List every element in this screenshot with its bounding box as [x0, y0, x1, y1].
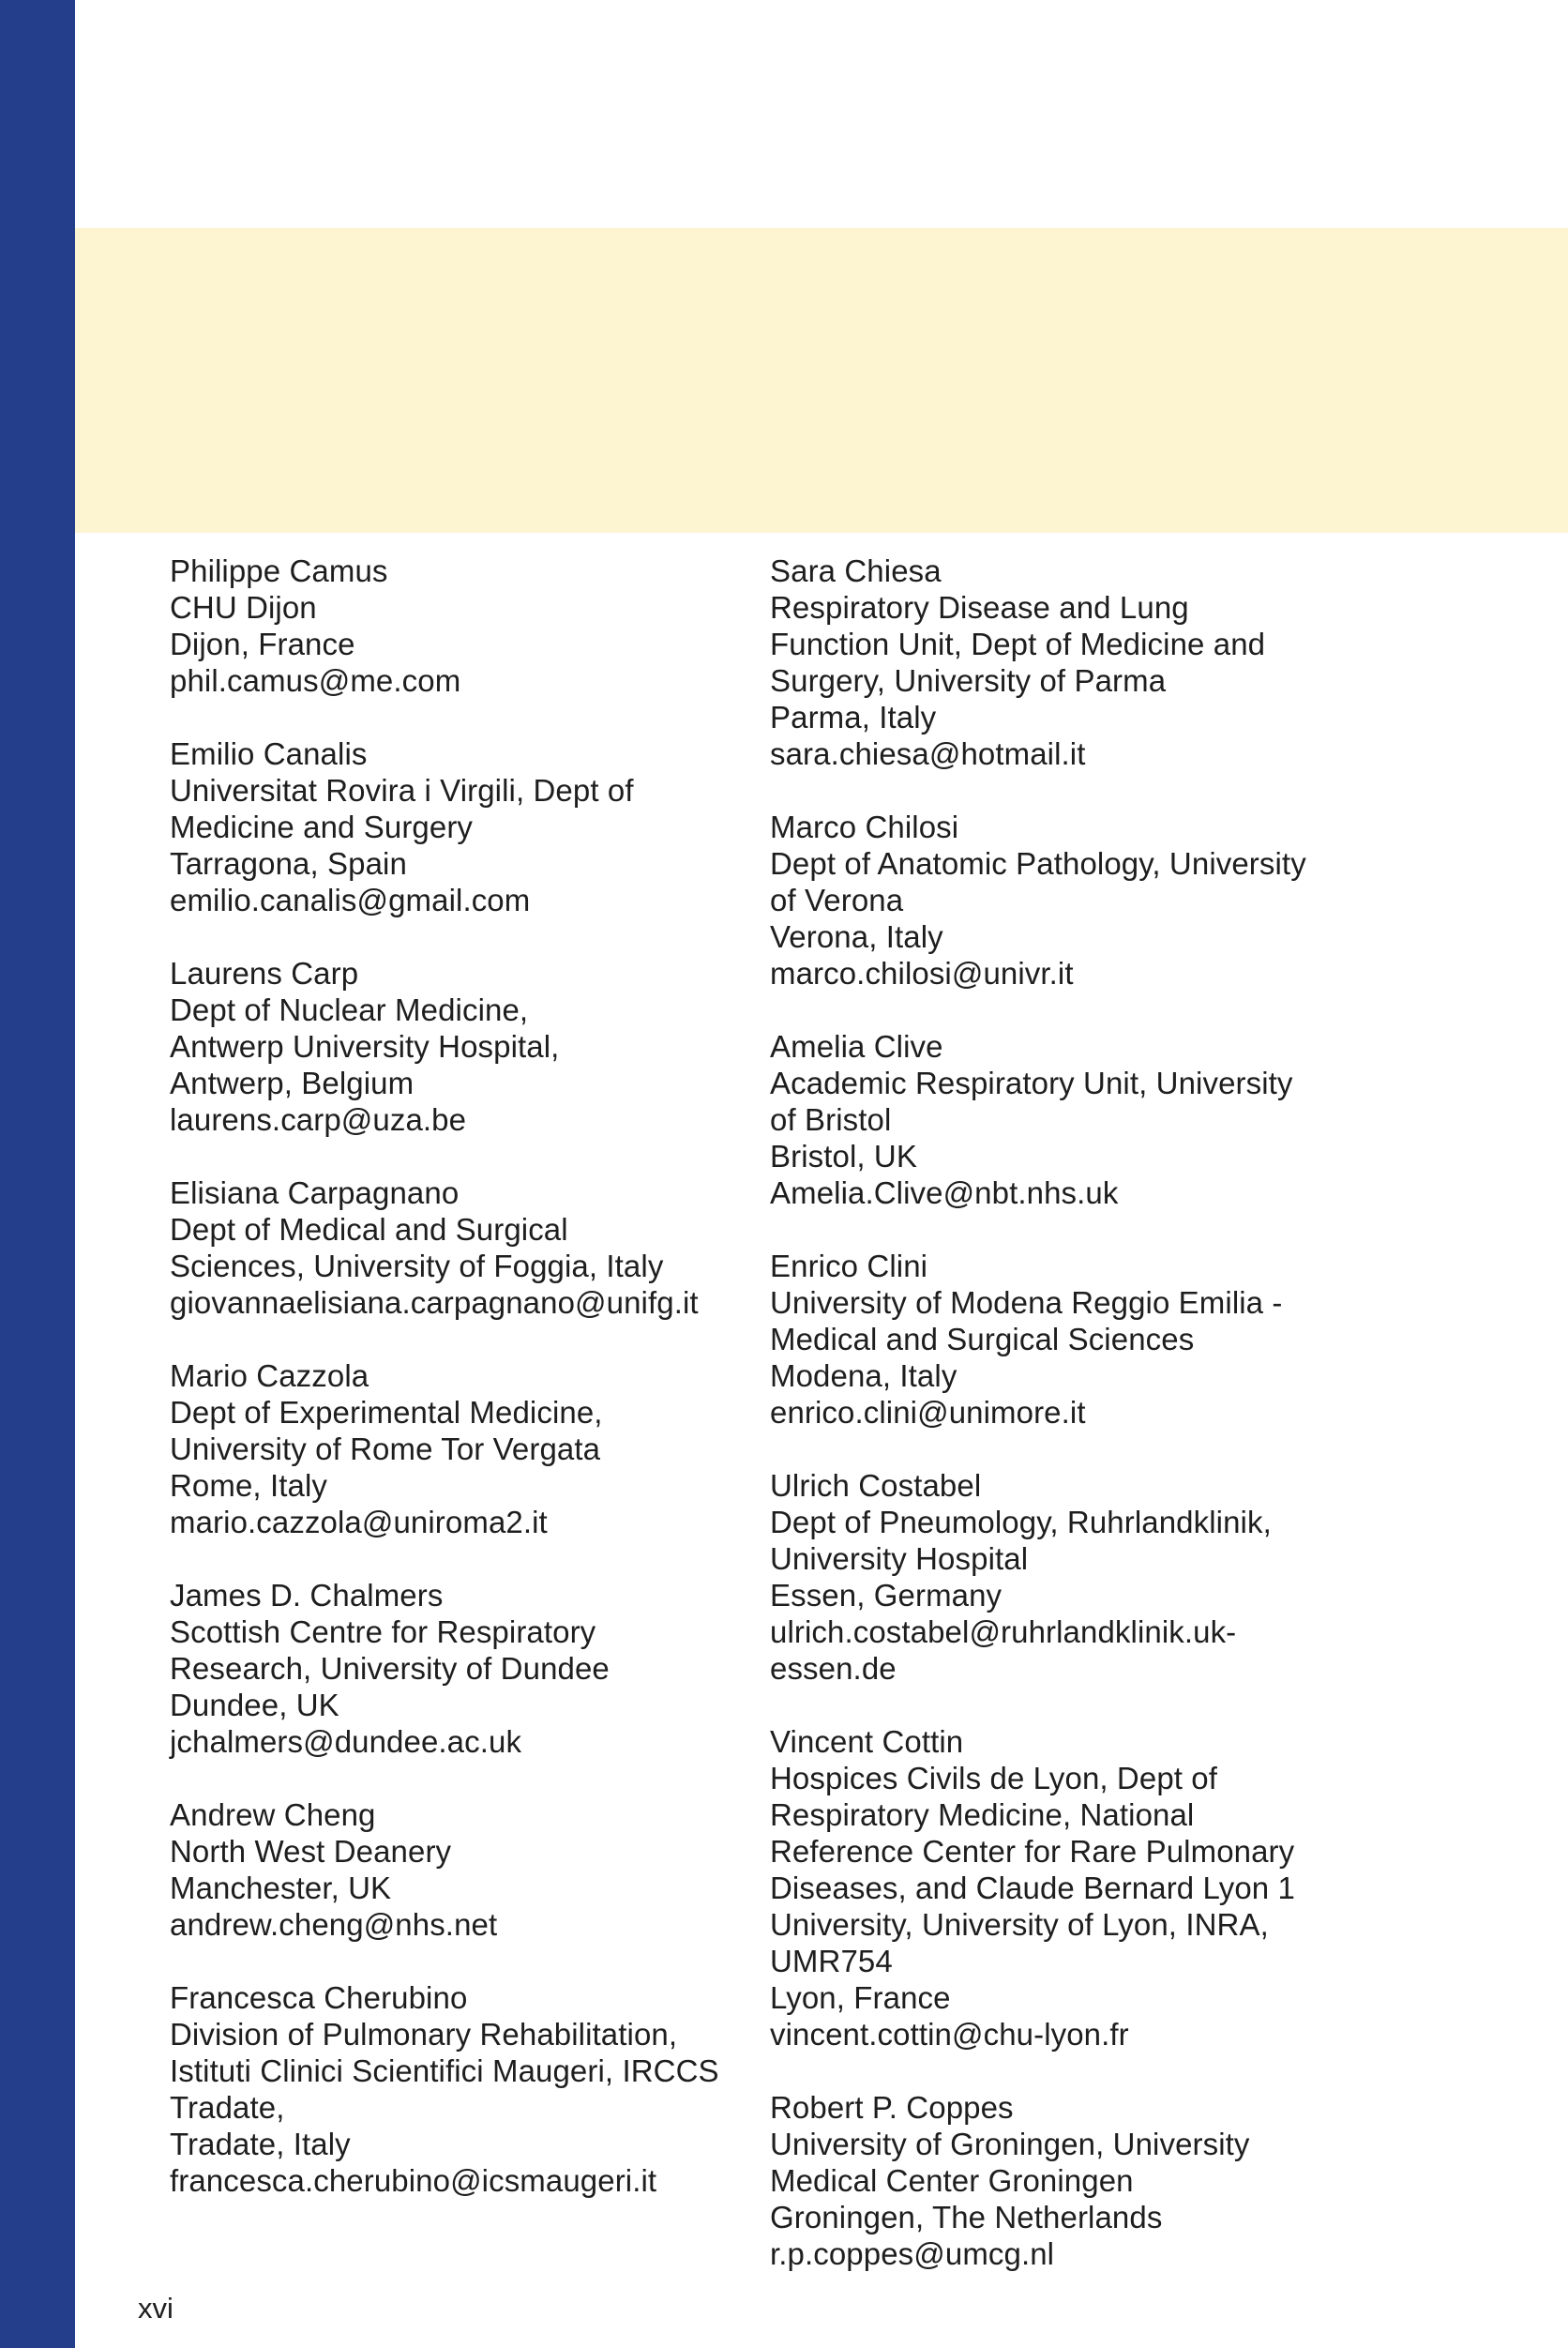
contributor-affiliation-line: of Bristol — [770, 1102, 892, 1137]
contributor-affiliation-line: Respiratory Disease and Lung — [770, 590, 1189, 625]
contributor-affiliation-line: Parma, Italy — [770, 700, 937, 735]
contributor-affiliation-line: Dundee, UK — [170, 1688, 339, 1722]
contributor-affiliation-line: Dept of Experimental Medicine, — [170, 1395, 603, 1430]
contributor-email: vincent.cottin@chu-lyon.fr — [770, 2017, 1129, 2052]
contributor-name: Enrico Clini — [770, 1249, 928, 1283]
contributor-affiliation-line: University Hospital — [770, 1541, 1029, 1576]
contributor-entry — [170, 955, 751, 1138]
contributor-affiliation-line: Tradate, Italy — [170, 2127, 351, 2161]
contributor-affiliation-line: University of Rome Tor Vergata — [170, 1432, 601, 1466]
contributor-entry — [170, 1979, 751, 2199]
contributor-affiliation-line: Universitat Rovira i Virgili, Dept of — [170, 773, 634, 808]
contributor-name: Francesca Cherubino — [170, 1980, 468, 2015]
contributor-entry — [770, 2089, 1370, 2272]
contributor-entry — [170, 735, 751, 918]
contributor-name: Marco Chilosi — [770, 810, 959, 844]
contributor-email: enrico.clini@unimore.it — [770, 1395, 1086, 1430]
contributor-entry — [170, 1577, 751, 1760]
contributor-affiliation-line: Medicine and Surgery — [170, 810, 474, 844]
contributor-affiliation-line: Medical Center Groningen — [770, 2163, 1134, 2198]
sidebar-color-bar — [0, 0, 75, 2348]
contributor-email: marco.chilosi@univr.it — [770, 956, 1074, 991]
contributor-entry — [170, 1357, 751, 1540]
contributor-affiliation-line: Sciences, University of Foggia, Italy — [170, 1249, 664, 1283]
contributor-affiliation-line: Dijon, France — [170, 627, 355, 661]
contributor-name: Elisiana Carpagnano — [170, 1175, 460, 1210]
contributor-entry — [170, 1174, 751, 1321]
contributor-affiliation-line: Research, University of Dundee — [170, 1651, 610, 1686]
header-band — [75, 228, 1568, 533]
contributor-affiliation-line: Division of Pulmonary Rehabilitation, — [170, 2017, 678, 2052]
contributor-name: Amelia Clive — [770, 1029, 943, 1064]
contributor-affiliation-line: Modena, Italy — [770, 1358, 957, 1393]
page-number: xvi — [138, 2292, 173, 2325]
contributor-affiliation-line: Antwerp University Hospital, — [170, 1029, 560, 1064]
contributor-affiliation-line: University, University of Lyon, INRA, — [770, 1907, 1269, 1942]
contributor-affiliation-line: Tradate, — [170, 2090, 285, 2125]
contributor-affiliation-line: Hospices Civils de Lyon, Dept of — [770, 1761, 1218, 1795]
contributor-affiliation-line: UMR754 — [770, 1944, 893, 1978]
contributor-affiliation-line: Dept of Anatomic Pathology, University — [770, 846, 1306, 881]
contributor-email: francesca.cherubino@icsmaugeri.it — [170, 2163, 657, 2198]
contributor-entry — [770, 1028, 1370, 1211]
contributor-entry — [770, 1467, 1370, 1687]
contributor-affiliation-line: North West Deanery — [170, 1834, 452, 1869]
contributor-email: giovannaelisiana.carpagnano@unifg.it — [170, 1285, 699, 1320]
contributor-affiliation-line: Lyon, France — [770, 1980, 951, 2015]
contributor-affiliation-line: Antwerp, Belgium — [170, 1066, 415, 1100]
contributor-name: Robert P. Coppes — [770, 2090, 1014, 2125]
contributor-affiliation-line: Dept of Nuclear Medicine, — [170, 992, 529, 1027]
contributors-left-column — [170, 553, 751, 2235]
contributor-affiliation-line: Medical and Surgical Sciences — [770, 1322, 1195, 1356]
contributor-email: Amelia.Clive@nbt.nhs.uk — [770, 1175, 1119, 1210]
contributor-entry — [170, 553, 751, 699]
contributor-entry — [770, 1248, 1370, 1431]
contributor-email: phil.camus@me.com — [170, 663, 461, 698]
contributor-name: Vincent Cottin — [770, 1724, 964, 1759]
contributor-affiliation-line: Bristol, UK — [770, 1139, 917, 1174]
contributor-name: Emilio Canalis — [170, 736, 368, 771]
contributor-affiliation-line: Groningen, The Netherlands — [770, 2200, 1163, 2234]
contributor-affiliation-line: Tarragona, Spain — [170, 846, 407, 881]
contributor-email: andrew.cheng@nhs.net — [170, 1907, 498, 1942]
contributor-affiliation-line: Surgery, University of Parma — [770, 663, 1167, 698]
contributor-email: ulrich.costabel@ruhrlandklinik.uk- — [770, 1614, 1237, 1649]
contributor-name: Mario Cazzola — [170, 1358, 369, 1393]
contributor-affiliation-line: Respiratory Medicine, National — [770, 1797, 1195, 1832]
contributor-name: Ulrich Costabel — [770, 1468, 982, 1503]
contributor-affiliation-line: Rome, Italy — [170, 1468, 327, 1503]
contributor-email: r.p.coppes@umcg.nl — [770, 2236, 1055, 2271]
contributor-name: Philippe Camus — [170, 553, 388, 588]
contributor-email: jchalmers@dundee.ac.uk — [170, 1724, 522, 1759]
contributor-affiliation-line: Function Unit, Dept of Medicine and — [770, 627, 1266, 661]
contributor-name: Andrew Cheng — [170, 1797, 376, 1832]
contributor-name: Sara Chiesa — [770, 553, 942, 588]
contributor-entry — [770, 553, 1370, 772]
contributor-email: laurens.carp@uza.be — [170, 1102, 467, 1137]
contributor-name: Laurens Carp — [170, 956, 359, 991]
contributor-affiliation-line: Essen, Germany — [770, 1578, 1003, 1613]
contributor-email: essen.de — [770, 1651, 897, 1686]
contributor-affiliation-line: Scottish Centre for Respiratory — [170, 1614, 596, 1649]
contributors-right-column — [770, 553, 1370, 2309]
contributor-affiliation-line: Dept of Pneumology, Ruhrlandklinik, — [770, 1505, 1272, 1539]
contributor-affiliation-line: of Verona — [770, 883, 904, 917]
contributor-email: mario.cazzola@uniroma2.it — [170, 1505, 548, 1539]
contributor-affiliation-line: Diseases, and Claude Bernard Lyon 1 — [770, 1871, 1295, 1905]
contributor-entry — [770, 1723, 1370, 2053]
contributor-email: sara.chiesa@hotmail.it — [770, 736, 1086, 771]
contributor-affiliation-line: Manchester, UK — [170, 1871, 392, 1905]
contributor-entry — [170, 1796, 751, 1943]
contributor-affiliation-line: Verona, Italy — [770, 919, 943, 954]
contributor-name: James D. Chalmers — [170, 1578, 444, 1613]
contributor-affiliation-line: University of Modena Reggio Emilia - — [770, 1285, 1283, 1320]
contributor-entry — [770, 809, 1370, 992]
contributor-affiliation-line: University of Groningen, University — [770, 2127, 1250, 2161]
contributor-affiliation-line: Reference Center for Rare Pulmonary — [770, 1834, 1295, 1869]
contributor-affiliation-line: CHU Dijon — [170, 590, 317, 625]
contributor-affiliation-line: Academic Respiratory Unit, University — [770, 1066, 1293, 1100]
contributor-affiliation-line: Dept of Medical and Surgical — [170, 1212, 568, 1247]
contributor-affiliation-line: Istituti Clinici Scientifici Maugeri, IRCCS — [170, 2053, 719, 2088]
contributor-email: emilio.canalis@gmail.com — [170, 883, 531, 917]
